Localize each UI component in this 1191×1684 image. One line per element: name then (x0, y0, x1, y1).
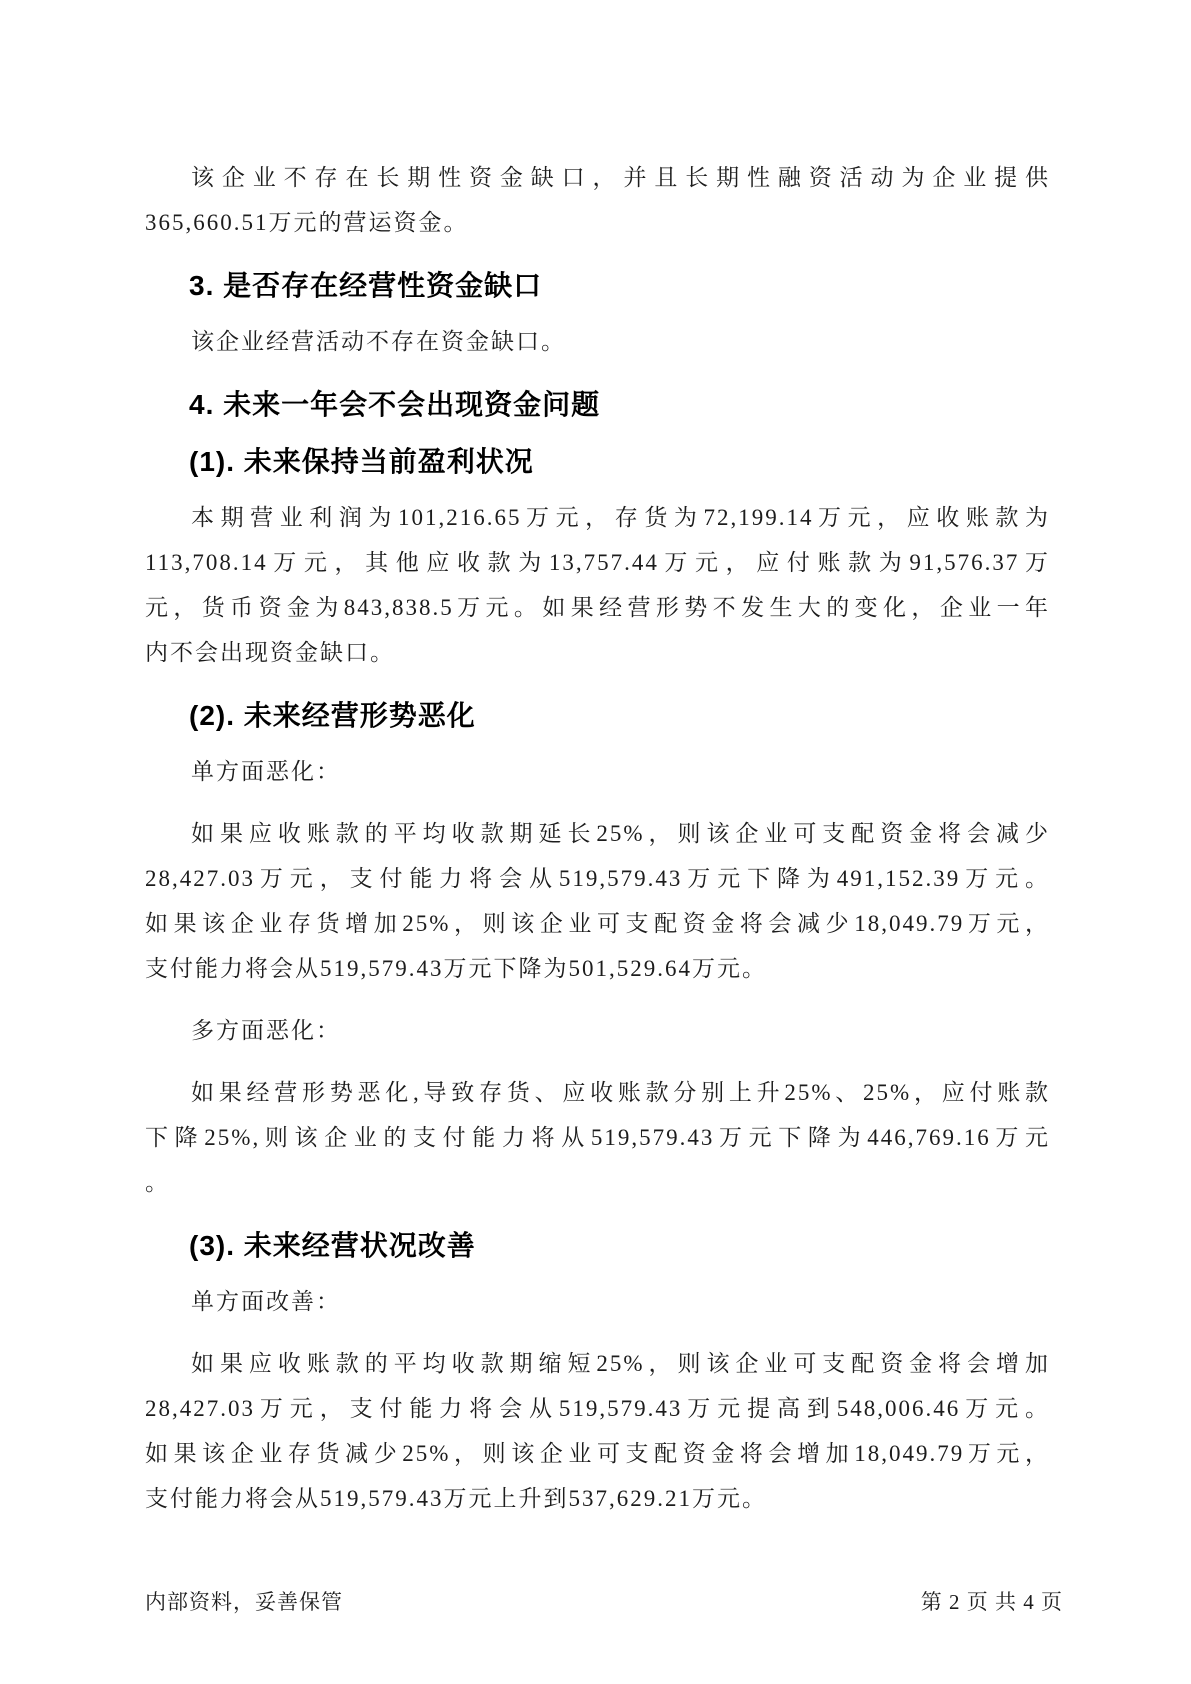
paragraph-line: 内不会出现资金缺口。 (145, 640, 395, 665)
paragraph-line: 下降25%,则该企业的支付能力将从519,579.43万元下降为446,769.16万元 (145, 1125, 1050, 1150)
paragraph-line: 单方面改善： (191, 1289, 341, 1314)
paragraph-line: 如果该企业存货减少25%，则该企业可支配资金将会增加18,049.79万元， (145, 1441, 1050, 1466)
section-heading-4-3: (3). 未来经营状况改善 (189, 1230, 476, 1261)
paragraph-line: 多方面恶化： (191, 1018, 341, 1043)
paragraph-line: 如果应收账款的平均收款期延长25%，则该企业可支配资金将会减少 (191, 821, 1050, 846)
page-footer (145, 1586, 1063, 1616)
paragraph-long-term-funding (145, 155, 1050, 245)
paragraph-keep-profit (145, 495, 1050, 675)
paragraph-line: 如果该企业存货增加25%，则该企业可支配资金将会减少18,049.79万元， (145, 911, 1050, 936)
paragraph-line: 支付能力将会从519,579.43万元上升到537,629.21万元。 (145, 1486, 767, 1511)
paragraph-line: 如果应收账款的平均收款期缩短25%，则该企业可支配资金将会增加 (191, 1351, 1050, 1376)
section-heading-4: 4. 未来一年会不会出现资金问题 (189, 389, 601, 420)
paragraph-multi-worsen (145, 1070, 1050, 1205)
paragraph-line: 365,660.51万元的营运资金。 (145, 210, 469, 235)
paragraph-line: 支付能力将会从519,579.43万元下降为501,529.64万元。 (145, 956, 767, 981)
paragraph-single-improve (145, 1341, 1050, 1521)
paragraph-line: 113,708.14万元，其他应收款为13,757.44万元，应付账款为91,576.37万 (145, 550, 1050, 575)
footer-page-number: 第 2 页 共 4 页 (920, 1590, 1063, 1614)
paragraph-line: 单方面恶化： (191, 759, 341, 784)
report-body (145, 155, 1050, 1538)
section-heading-3: 3. 是否存在经营性资金缺口 (189, 270, 543, 301)
paragraph-line: 28,427.03万元，支付能力将会从519,579.43万元提高到548,006.46万元。 (145, 1396, 1050, 1421)
footer-confidential-note: 内部资料，妥善保管 (145, 1590, 343, 1614)
label-single-worsen (145, 749, 1050, 794)
label-single-improve (145, 1279, 1050, 1324)
section-heading-4-1: (1). 未来保持当前盈利状况 (189, 446, 534, 477)
paragraph-single-worsen (145, 811, 1050, 991)
label-multi-worsen (145, 1008, 1050, 1053)
paragraph-line: 本期营业利润为101,216.65万元，存货为72,199.14万元，应收账款为 (191, 505, 1050, 530)
paragraph-line: 元，货币资金为843,838.5万元。如果经营形势不发生大的变化，企业一年 (145, 595, 1050, 620)
paragraph-line: 。 (145, 1170, 170, 1195)
paragraph-line: 28,427.03万元，支付能力将会从519,579.43万元下降为491,152.39万元。 (145, 866, 1050, 891)
paragraph-operating-gap (145, 319, 1050, 364)
section-heading-4-2: (2). 未来经营形势恶化 (189, 700, 476, 731)
paragraph-line: 该企业不存在长期性资金缺口，并且长期性融资活动为企业提供 (191, 165, 1050, 190)
paragraph-line: 如果经营形势恶化,导致存货、应收账款分别上升25%、25%，应付账款 (191, 1080, 1050, 1105)
paragraph-line: 该企业经营活动不存在资金缺口。 (191, 329, 566, 354)
